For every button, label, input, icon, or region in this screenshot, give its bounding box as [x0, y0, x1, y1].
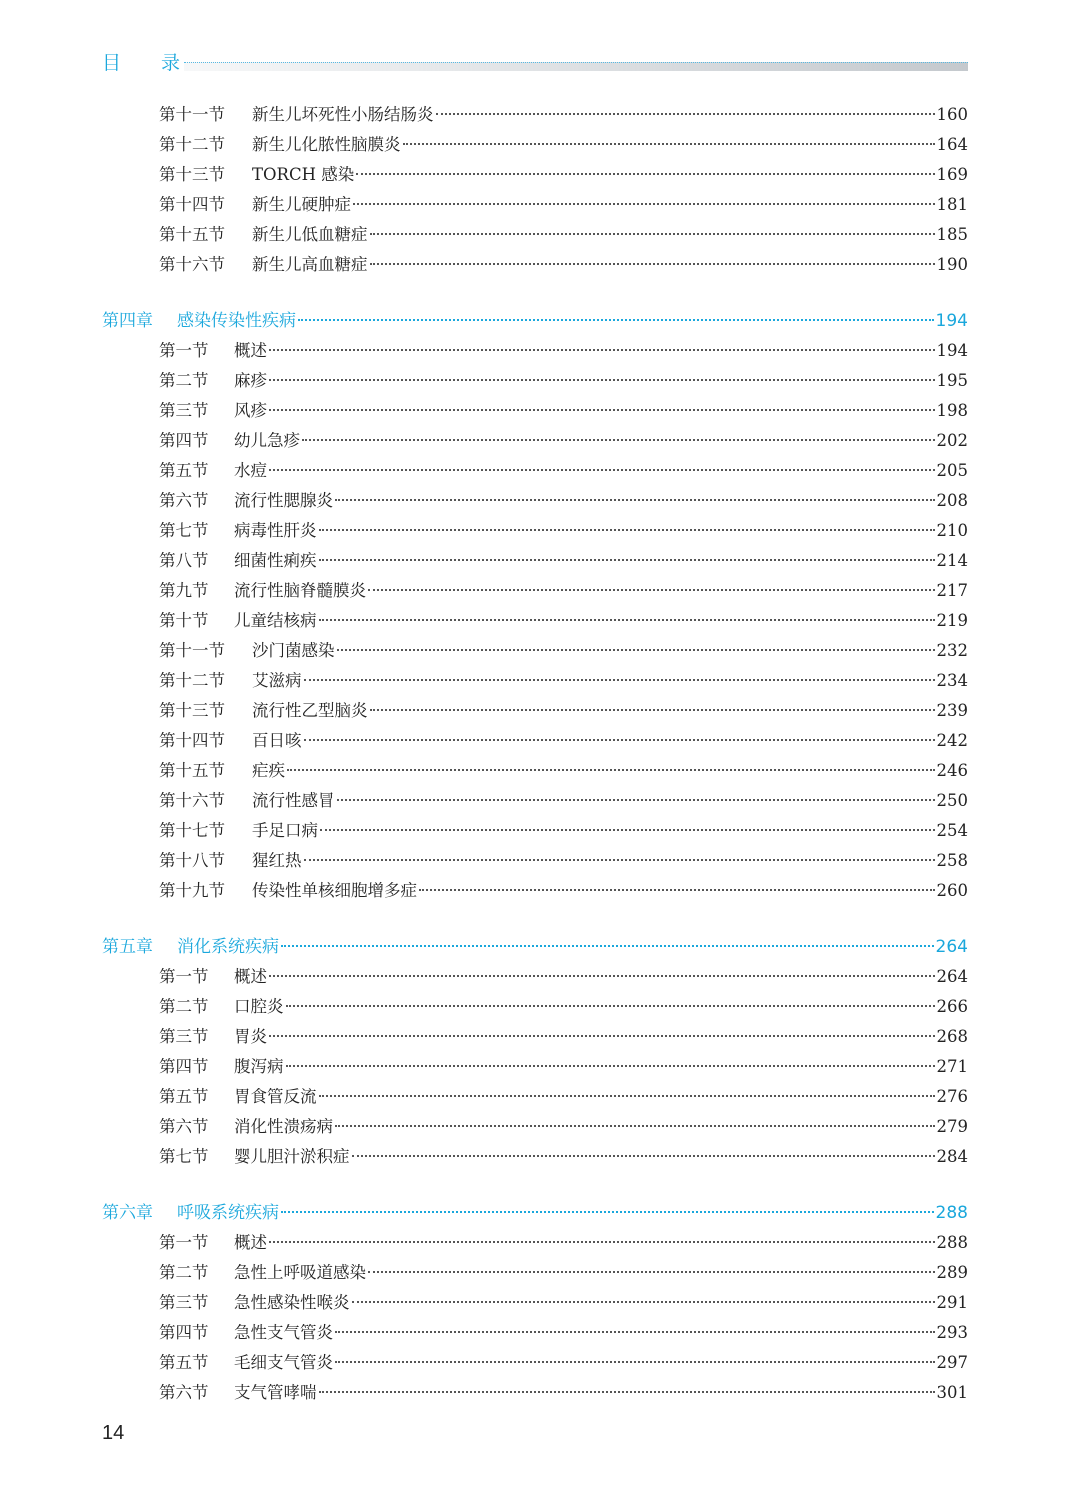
toc-entry-page: 232	[936, 641, 968, 660]
dot-leader	[281, 1211, 934, 1213]
dot-leader	[319, 1095, 935, 1097]
toc-entry-title: 艾滋病	[252, 671, 302, 690]
dot-leader	[419, 889, 935, 891]
dot-leader	[436, 113, 935, 115]
dot-leader	[370, 709, 935, 711]
toc-section-row[interactable]	[102, 816, 968, 846]
dot-leader	[403, 143, 935, 145]
toc-entry-title: 疟疾	[252, 761, 285, 780]
dot-leader	[352, 1155, 935, 1157]
toc-section-row[interactable]	[102, 1052, 968, 1082]
dot-leader	[304, 859, 935, 861]
toc-entry-page: 293	[936, 1323, 968, 1342]
toc-entry-title: 概述	[234, 341, 267, 360]
dot-leader	[281, 945, 934, 947]
heading-char-2: 录	[161, 52, 181, 74]
dot-leader	[335, 499, 935, 501]
toc-entry-number: 第七节	[159, 521, 209, 540]
toc-entry-title: 百日咳	[252, 731, 302, 750]
toc-entry-title: 水痘	[234, 461, 267, 480]
toc-entry-page: 164	[936, 135, 968, 154]
toc-entry-number: 第九节	[159, 581, 209, 600]
header-rule	[184, 62, 968, 71]
toc-section-row[interactable]	[102, 130, 968, 160]
toc-entry-title: 毛细支气管炎	[234, 1353, 333, 1372]
toc-entry-title: 胃炎	[234, 1027, 267, 1046]
toc-section-row[interactable]	[102, 962, 968, 992]
toc-chapter-row[interactable]	[102, 932, 968, 962]
toc-entry-number: 第六章	[102, 1203, 153, 1223]
toc-section-row[interactable]	[102, 876, 968, 906]
toc-entry-title: 感染传染性疾病	[177, 311, 296, 331]
toc-entry-number: 第十二节	[159, 135, 225, 154]
toc-entry-page: 268	[936, 1027, 968, 1046]
toc-entry-number: 第五节	[159, 1353, 209, 1372]
toc-entry-number: 第十六节	[159, 255, 225, 274]
toc-entry-title: 幼儿急疹	[234, 431, 300, 450]
dot-leader	[319, 619, 935, 621]
dot-leader	[337, 799, 935, 801]
toc-entry-page: 291	[936, 1293, 968, 1312]
toc-section-row[interactable]	[102, 1288, 968, 1318]
dot-leader	[286, 1065, 935, 1067]
toc-entry-number: 第三节	[159, 401, 209, 420]
toc-section-row[interactable]	[102, 992, 968, 1022]
toc-entry-title: 传染性单核细胞增多症	[252, 881, 417, 900]
toc-entry-number: 第六节	[159, 491, 209, 510]
toc-section-row[interactable]	[102, 426, 968, 456]
dot-leader	[319, 529, 935, 531]
toc-entry-title: 风疹	[234, 401, 267, 420]
toc-section-row[interactable]	[102, 576, 968, 606]
dot-leader	[368, 589, 935, 591]
toc-chapter-row[interactable]	[102, 1198, 968, 1228]
dot-leader	[335, 1331, 935, 1333]
toc-entry-number: 第七节	[159, 1147, 209, 1166]
toc-entry-number: 第四节	[159, 1057, 209, 1076]
table-of-contents	[102, 100, 968, 1408]
toc-section-row[interactable]	[102, 160, 968, 190]
toc-entry-page: 190	[936, 255, 968, 274]
toc-entry-number: 第十四节	[159, 195, 225, 214]
toc-section-row[interactable]	[102, 696, 968, 726]
toc-entry-number: 第五节	[159, 461, 209, 480]
dot-leader	[287, 769, 935, 771]
toc-entry-title: 新生儿高血糖症	[252, 255, 368, 274]
toc-entry-number: 第十六节	[159, 791, 225, 810]
toc-entry-page: 195	[936, 371, 968, 390]
toc-entry-number: 第一节	[159, 967, 209, 986]
toc-entry-page: 194	[936, 341, 968, 360]
toc-section-row[interactable]	[102, 1112, 968, 1142]
toc-entry-page: 254	[936, 821, 968, 840]
toc-entry-page: 219	[936, 611, 968, 630]
toc-section-row[interactable]	[102, 1082, 968, 1112]
toc-entry-title: 婴儿胆汁淤积症	[234, 1147, 350, 1166]
dot-leader	[319, 559, 935, 561]
toc-section-row[interactable]	[102, 220, 968, 250]
dot-leader	[269, 975, 935, 977]
toc-entry-title: 急性支气管炎	[234, 1323, 333, 1342]
dot-leader	[269, 469, 935, 471]
toc-entry-page: 288	[936, 1233, 968, 1252]
toc-entry-title: 新生儿化脓性脑膜炎	[252, 135, 401, 154]
toc-entry-title: 麻疹	[234, 371, 267, 390]
toc-entry-page: 264	[936, 967, 968, 986]
toc-entry-number: 第二节	[159, 1263, 209, 1282]
toc-entry-page: 289	[936, 1263, 968, 1282]
dot-leader	[304, 679, 935, 681]
toc-entry-number: 第十三节	[159, 701, 225, 720]
toc-entry-page: 288	[935, 1203, 968, 1223]
toc-section-row[interactable]	[102, 1378, 968, 1408]
toc-entry-title: 呼吸系统疾病	[177, 1203, 279, 1223]
toc-entry-number: 第三节	[159, 1027, 209, 1046]
toc-section-row[interactable]	[102, 1228, 968, 1258]
contents-heading	[102, 48, 180, 75]
toc-entry-page: 258	[936, 851, 968, 870]
dot-leader	[337, 649, 935, 651]
page-header	[102, 48, 968, 74]
toc-section-row[interactable]	[102, 396, 968, 426]
toc-chapter-row[interactable]	[102, 306, 968, 336]
dot-leader	[302, 439, 935, 441]
toc-entry-page: 301	[936, 1383, 968, 1402]
toc-entry-title: 猩红热	[252, 851, 302, 870]
toc-entry-number: 第八节	[159, 551, 209, 570]
toc-entry-title: 消化性溃疡病	[234, 1117, 333, 1136]
toc-section-row[interactable]	[102, 1318, 968, 1348]
dot-leader	[335, 1125, 935, 1127]
toc-entry-page: 284	[936, 1147, 968, 1166]
dot-leader	[320, 829, 935, 831]
toc-entry-number: 第五节	[159, 1087, 209, 1106]
toc-section-row[interactable]	[102, 786, 968, 816]
toc-entry-title: 流行性脑脊髓膜炎	[234, 581, 366, 600]
toc-entry-title: 腹泻病	[234, 1057, 284, 1076]
toc-section-row[interactable]	[102, 546, 968, 576]
toc-entry-page: 234	[936, 671, 968, 690]
toc-entry-number: 第十八节	[159, 851, 225, 870]
toc-entry-page: 210	[936, 521, 968, 540]
toc-entry-page: 217	[936, 581, 968, 600]
toc-entry-page: 297	[936, 1353, 968, 1372]
toc-section-row[interactable]	[102, 666, 968, 696]
toc-entry-number: 第十节	[159, 611, 209, 630]
toc-entry-page: 202	[936, 431, 968, 450]
toc-entry-title: 流行性感冒	[252, 791, 335, 810]
toc-entry-title: 流行性腮腺炎	[234, 491, 333, 510]
toc-entry-page: 260	[936, 881, 968, 900]
toc-entry-title: 新生儿低血糖症	[252, 225, 368, 244]
dot-leader	[368, 1271, 935, 1273]
toc-entry-title: 急性感染性喉炎	[234, 1293, 350, 1312]
toc-entry-number: 第五章	[102, 937, 153, 957]
toc-entry-page: 250	[936, 791, 968, 810]
toc-section-row[interactable]	[102, 486, 968, 516]
toc-entry-number: 第二节	[159, 997, 209, 1016]
toc-entry-number: 第六节	[159, 1383, 209, 1402]
toc-entry-title: 口腔炎	[234, 997, 284, 1016]
toc-entry-page: 185	[936, 225, 968, 244]
toc-entry-page: 246	[936, 761, 968, 780]
toc-entry-page: 181	[936, 195, 968, 214]
dot-leader	[269, 349, 935, 351]
toc-section-row[interactable]	[102, 636, 968, 666]
toc-entry-title: 急性上呼吸道感染	[234, 1263, 366, 1282]
toc-entry-page: 242	[936, 731, 968, 750]
toc-entry-number: 第四节	[159, 1323, 209, 1342]
dot-leader	[356, 173, 934, 175]
toc-section-row[interactable]	[102, 606, 968, 636]
dot-leader	[353, 203, 935, 205]
toc-entry-title: TORCH 感染	[252, 165, 355, 184]
toc-entry-page: 271	[936, 1057, 968, 1076]
dot-leader	[335, 1361, 935, 1363]
toc-entry-number: 第十九节	[159, 881, 225, 900]
toc-entry-number: 第三节	[159, 1293, 209, 1312]
toc-entry-title: 概述	[234, 967, 267, 986]
dot-leader	[319, 1391, 935, 1393]
dot-leader	[269, 409, 935, 411]
toc-section-row[interactable]	[102, 1348, 968, 1378]
dot-leader	[370, 233, 935, 235]
toc-entry-page: 239	[936, 701, 968, 720]
dot-leader	[269, 1035, 935, 1037]
heading-char-1: 目	[102, 52, 122, 74]
toc-entry-number: 第六节	[159, 1117, 209, 1136]
dot-leader	[304, 739, 935, 741]
toc-entry-number: 第四章	[102, 311, 153, 331]
dot-leader	[269, 1241, 935, 1243]
toc-entry-title: 新生儿坏死性小肠结肠炎	[252, 105, 434, 124]
page-number: 14	[102, 1422, 125, 1444]
dot-leader	[370, 263, 935, 265]
toc-entry-title: 概述	[234, 1233, 267, 1252]
toc-section-row[interactable]	[102, 250, 968, 280]
toc-entry-number: 第一节	[159, 341, 209, 360]
toc-entry-page: 279	[936, 1117, 968, 1136]
toc-section-row[interactable]	[102, 190, 968, 220]
toc-section-row[interactable]	[102, 726, 968, 756]
toc-entry-title: 细菌性痢疾	[234, 551, 317, 570]
toc-entry-number: 第四节	[159, 431, 209, 450]
toc-section-row[interactable]	[102, 1142, 968, 1172]
toc-section-row[interactable]	[102, 336, 968, 366]
toc-entry-page: 208	[936, 491, 968, 510]
toc-entry-page: 276	[936, 1087, 968, 1106]
toc-section-row[interactable]	[102, 100, 968, 130]
toc-entry-title: 儿童结核病	[234, 611, 317, 630]
toc-entry-title: 新生儿硬肿症	[252, 195, 351, 214]
toc-entry-number: 第十七节	[159, 821, 225, 840]
toc-entry-title: 沙门菌感染	[252, 641, 335, 660]
toc-entry-title: 病毒性肝炎	[234, 521, 317, 540]
toc-entry-title: 消化系统疾病	[177, 937, 279, 957]
toc-entry-number: 第十二节	[159, 671, 225, 690]
toc-entry-number: 第一节	[159, 1233, 209, 1252]
toc-entry-page: 198	[936, 401, 968, 420]
toc-entry-title: 支气管哮喘	[234, 1383, 317, 1402]
dot-leader	[286, 1005, 935, 1007]
toc-entry-page: 266	[936, 997, 968, 1016]
toc-entry-title: 流行性乙型脑炎	[252, 701, 368, 720]
toc-entry-page: 264	[935, 937, 968, 957]
toc-section-row[interactable]	[102, 456, 968, 486]
toc-entry-page: 205	[936, 461, 968, 480]
toc-entry-number: 第十一节	[159, 105, 225, 124]
toc-section-row[interactable]	[102, 366, 968, 396]
toc-entry-page: 194	[935, 311, 968, 331]
toc-entry-page: 160	[936, 105, 968, 124]
toc-entry-number: 第二节	[159, 371, 209, 390]
toc-entry-page: 169	[936, 165, 968, 184]
toc-entry-title: 手足口病	[252, 821, 318, 840]
toc-section-row[interactable]	[102, 756, 968, 786]
toc-section-row[interactable]	[102, 1022, 968, 1052]
toc-entry-number: 第十四节	[159, 731, 225, 750]
toc-entry-number: 第十一节	[159, 641, 225, 660]
dot-leader	[269, 379, 935, 381]
toc-entry-number: 第十五节	[159, 761, 225, 780]
dot-leader	[352, 1301, 935, 1303]
toc-entry-number: 第十五节	[159, 225, 225, 244]
toc-entry-page: 214	[936, 551, 968, 570]
toc-section-row[interactable]	[102, 846, 968, 876]
toc-entry-number: 第十三节	[159, 165, 225, 184]
toc-entry-title: 胃食管反流	[234, 1087, 317, 1106]
toc-section-row[interactable]	[102, 516, 968, 546]
toc-section-row[interactable]	[102, 1258, 968, 1288]
dot-leader	[298, 319, 934, 321]
